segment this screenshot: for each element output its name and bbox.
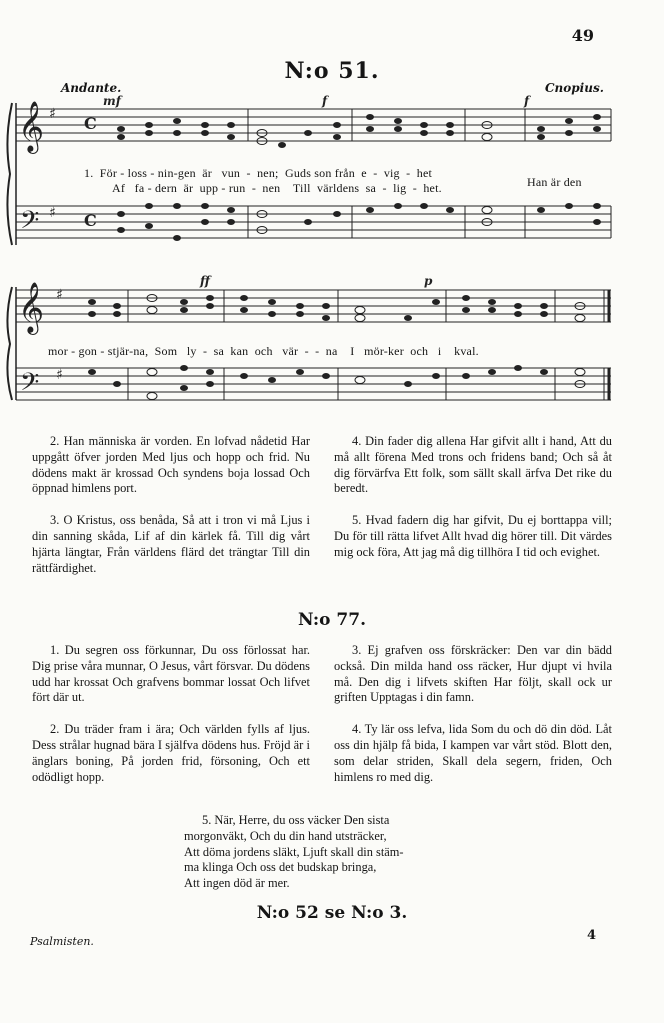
cross-reference: N:o 52 se N:o 3.	[256, 903, 408, 923]
svg-text:C: C	[84, 114, 97, 133]
svg-text:mf: mf	[103, 94, 121, 108]
footer-book-title: Psalmisten.	[30, 935, 94, 948]
verse-77-1: 1. Du segren oss förkunnar, Du oss förlossat har. Dig prise våra munnar, O Jesus, vårt försvar. Du dödens udd har krossat Och grafvens bommar lossat Och lifvet fört där ut.	[32, 643, 310, 705]
lyrics-line-1: 1. För - loss - nin-gen är vun - nen; Guds son från e - vig - het	[84, 166, 433, 180]
svg-text:♯: ♯	[49, 106, 56, 122]
verses-51-left	[32, 434, 310, 576]
verse-51-3: 3. O Kristus, oss benåda, Så att i tron vi må Ljus i din sanning skåda, Lif af din kärlek få. Till dig vårt hjärta längtar, Från världens flärd det trängtar Till din rättfärdighet.	[32, 513, 310, 575]
svg-text:𝄢: 𝄢	[20, 368, 40, 403]
svg-text:C: C	[84, 211, 97, 230]
verse-51-4: 4. Din fader dig allena Har gifvit allt i hand, Att du må allt förena Med trons och fridens band; Och så åt dig förvärfva Ett folk, som sällt skall ärfva Det rike du beredt.	[334, 434, 612, 496]
verse-51-5: 5. Hvad fadern dig har gifvit, Du ej borttappa vill; Du för till rätta lifvet Allt hvad dig hörer till. Dit värdes mig ock föra, Att jag må dig tillhöra I tid och evighet.	[334, 513, 612, 559]
lyrics-line-1-end: Han är den	[527, 175, 582, 189]
svg-text:f: f	[322, 94, 328, 108]
verse-77-2: 2. Du träder fram i ära; Och världen fylls af ljus. Dess strålar hugnad bära I själfva dödens hus. Fröjd är i änglars boning, På jorden frid, försoning, Och ett odödligt hopp.	[32, 722, 310, 784]
lyrics-line-2: mor - gon - stjär-na, Som ly - sa kan och vär - - na I mör-ker och i kval.	[48, 344, 479, 358]
svg-text:♯: ♯	[49, 205, 56, 221]
svg-text:♯: ♯	[56, 287, 63, 303]
page-number: 49	[571, 26, 594, 45]
svg-text:𝄞: 𝄞	[18, 282, 45, 333]
bass-clef-icon: 𝄢	[20, 206, 40, 241]
verse-51-2: 2. Han människa är vorden. En lofvad nådetid Har uppgått öfver jorden Med ljus och hopp och frid. Nu dödens makt är krossad Och syndens boja lossad Och öppnad himlens port.	[32, 434, 310, 496]
tempo-marking: Andante.	[61, 81, 122, 95]
svg-text:p: p	[424, 274, 433, 288]
verse-77-5: 5. När, Herre, du oss väcker Den sista morgonväkt, Och du din hand utsträcker, Att döma jordens släkt, Ljuft skall din stäm- ma klinga Och oss det budskap bringa, Att ingen död är mer.	[184, 813, 404, 891]
composer: Cnopius.	[545, 81, 604, 95]
verses-77-right	[334, 643, 612, 785]
verses-51-right	[334, 434, 612, 561]
svg-text:ff: ff	[200, 274, 210, 288]
verse-77-3: 3. Ej grafven oss förskräcker: Den var din bädd också. Din milda hand oss räcker, Hur djupt vi hvila må. Den dig i lifvets skiften Har följt, skall ock ur griften Upptagas i din famn.	[334, 643, 612, 705]
bass-staff-1	[16, 206, 611, 238]
treble-staff-1	[16, 109, 611, 141]
bass-staff-2	[16, 368, 611, 400]
verses-77-left	[32, 643, 310, 785]
hymn-51-title: N:o 51.	[284, 58, 380, 84]
hymn-77-title: N:o 77.	[297, 610, 367, 630]
footer-signature: 4	[587, 928, 597, 943]
svg-text:♯: ♯	[56, 367, 63, 383]
verse-77-4: 4. Ty lär oss lefva, lida Som du och dö din död. Låt oss din hjälp få bida, I kampen var vårt stöd. Blott den, som delar striden, Skall dela segern, friden, Och himlens ro med dig.	[334, 722, 612, 784]
lyrics-line-1-alt: Af fa - dern är upp - run - nen Till världens sa - lig - het.	[112, 181, 442, 195]
treble-clef-icon: 𝄞	[18, 101, 45, 152]
svg-text:f: f	[524, 94, 530, 108]
